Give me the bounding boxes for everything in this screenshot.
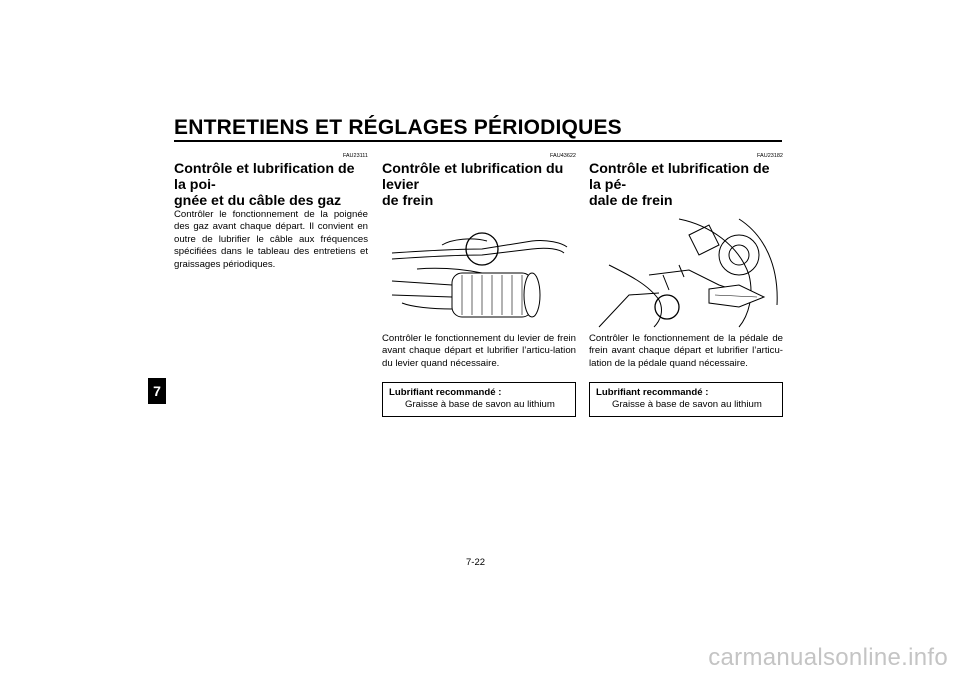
lubricant-box xyxy=(382,382,576,417)
section-brake-pedal xyxy=(589,152,783,417)
title-rule xyxy=(174,140,782,142)
section-brake-lever xyxy=(382,152,576,417)
page-title: ENTRETIENS ET RÉGLAGES PÉRIODIQUES xyxy=(174,116,622,139)
section-heading: Contrôle et lubrification de la poi- gnée et du câble des gaz xyxy=(174,161,355,209)
section-heading: Contrôle et lubrification de la pé- dale de frein xyxy=(589,161,770,209)
chapter-tab: 7 xyxy=(148,378,166,404)
section-code: FAU43622 xyxy=(550,153,576,159)
section-body: Contrôler le fonctionnement de la pédale de frein avant chaque départ et lubrifier l’articu-lation de la pédale quand nécessaire. xyxy=(589,333,783,369)
lubricant-label: Lubrifiant recommandé : xyxy=(389,387,502,399)
lubricant-value: Graisse à base de savon au lithium xyxy=(612,399,762,411)
watermark: carmanualsonline.info xyxy=(708,644,948,671)
section-throttle xyxy=(174,152,368,271)
section-code: FAU23182 xyxy=(757,153,783,159)
lubricant-label: Lubrifiant recommandé : xyxy=(596,387,709,399)
section-body: Contrôler le fonctionnement du levier de frein avant chaque départ et lubrifier l’articu-lation du levier quand nécessaire. xyxy=(382,333,576,369)
brake-lever-illustration xyxy=(382,215,576,333)
lubricant-box xyxy=(589,382,783,417)
brake-pedal-illustration xyxy=(589,215,783,333)
section-code: FAU23111 xyxy=(342,153,368,159)
section-body: Contrôler le fonctionnement de la poignée des gaz avant chaque départ. Il convient en outre de lubrifier le câble aux fréquences spécifiées dans le tableau des entretiens et graissages périodiques. xyxy=(174,209,368,270)
page-number: 7-22 xyxy=(466,557,486,568)
lubricant-value: Graisse à base de savon au lithium xyxy=(405,399,555,411)
section-heading: Contrôle et lubrification du levier de frein xyxy=(382,161,564,209)
